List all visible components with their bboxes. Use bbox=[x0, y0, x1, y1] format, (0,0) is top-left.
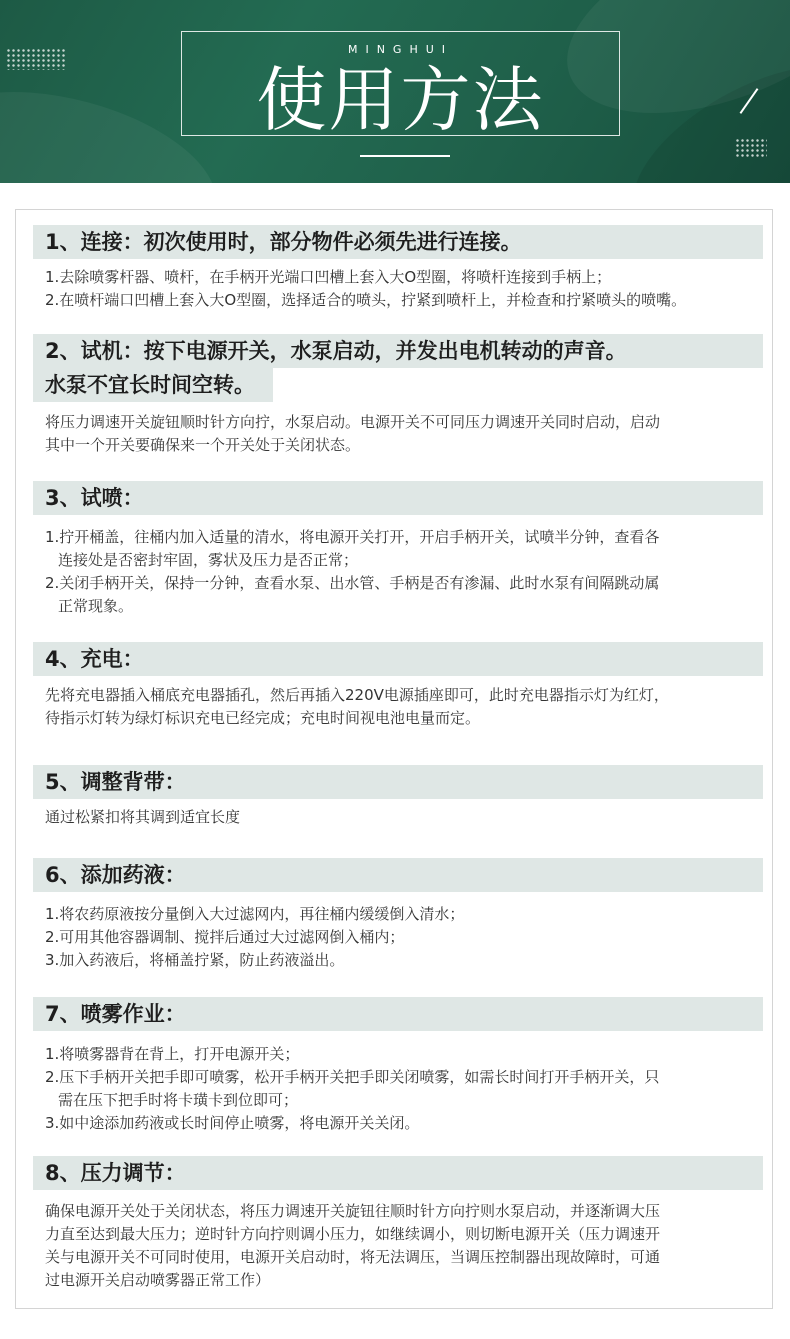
section-body bbox=[45, 1043, 770, 1135]
section-body bbox=[45, 806, 770, 829]
section-heading: 1、连接：初次使用时，部分物件必须先进行连接。 bbox=[33, 225, 763, 259]
body-line: 先将充电器插入桶底充电器插孔，然后再插入220V电源插座即可，此时充电器指示灯为红灯， bbox=[45, 686, 669, 704]
body-line: 2.在喷杆端口凹槽上套入大O型圈，选择适合的喷头，拧紧到喷杆上，并检查和拧紧喷头的喷嘴。 bbox=[45, 291, 687, 309]
body-line: 确保电源开关处于关闭状态，将压力调速开关旋钮往顺时针方向拧则水泵启动，并逐渐调大压 bbox=[45, 1202, 661, 1220]
header-banner bbox=[0, 0, 790, 183]
section-heading: 3、试喷： bbox=[33, 481, 763, 515]
body-line: 通过松紧扣将其调到适宜长度 bbox=[45, 808, 241, 826]
body-line: 待指示灯转为绿灯标识充电已经完成；充电时间视电池电量而定。 bbox=[45, 709, 481, 727]
section-body bbox=[45, 1200, 770, 1292]
body-line: 1.去除喷雾杆器、喷杆，在手柄开光端口凹槽上套入大O型圈，将喷杆连接到手柄上； bbox=[45, 268, 612, 286]
section-body bbox=[45, 411, 770, 457]
body-line: 连接处是否密封牢固，雾状及压力是否正常； bbox=[58, 551, 359, 569]
body-line: 关与电源开关不可同时使用，电源开关启动时，将无法调压，当调压控制器出现故障时，可通 bbox=[45, 1248, 661, 1266]
section-body bbox=[45, 266, 770, 312]
body-line: 正常现象。 bbox=[58, 597, 134, 615]
section-heading: 4、充电： bbox=[33, 642, 763, 676]
section-heading-continued: 水泵不宜长时间空转。 bbox=[33, 368, 273, 402]
section-heading: 7、喷雾作业： bbox=[33, 997, 763, 1031]
body-line: 过电源开关启动喷雾器正常工作） bbox=[45, 1271, 271, 1289]
section-heading: 2、试机：按下电源开关，水泵启动，并发出电机转动的声音。 bbox=[33, 334, 763, 368]
body-line: 3.加入药液后，将桶盖拧紧，防止药液溢出。 bbox=[45, 951, 345, 969]
section-heading: 8、压力调节： bbox=[33, 1156, 763, 1190]
body-line: 1.将农药原液按分量倒入大过滤网内，再往桶内缓缓倒入清水； bbox=[45, 905, 465, 923]
body-line: 需在压下把手时将卡璜卡到位即可； bbox=[58, 1091, 299, 1109]
title-underline bbox=[360, 155, 450, 157]
body-line: 2.压下手柄开关把手即可喷雾，松开手柄开关把手即关闭喷雾，如需长时间打开手柄开关，只 bbox=[45, 1068, 660, 1086]
page-title: 使用方法 bbox=[256, 59, 545, 141]
brand-subtitle: MINGHUI bbox=[347, 43, 454, 56]
body-line: 3.如中途添加药液或长时间停止喷雾，将电源开关关闭。 bbox=[45, 1114, 420, 1132]
body-line: 1.将喷雾器背在背上，打开电源开关； bbox=[45, 1045, 300, 1063]
body-line: 1.拧开桶盖，往桶内加入适量的清水，将电源开关打开，开启手柄开关，试喷半分钟，查看各 bbox=[45, 528, 660, 546]
dot-grid-decoration bbox=[6, 48, 66, 70]
section-heading: 5、调整背带： bbox=[33, 765, 763, 799]
section-body bbox=[45, 526, 770, 618]
dot-grid-decoration bbox=[735, 138, 767, 158]
body-line: 其中一个开关要确保来一个开关处于关闭状态。 bbox=[45, 436, 361, 454]
section-body bbox=[45, 684, 770, 730]
body-line: 2.关闭手柄开关，保持一分钟，查看水泵、出水管、手柄是否有渗漏、此时水泵有间隔跳动属 bbox=[45, 574, 660, 592]
body-line: 2.可用其他容器调制、搅拌后通过大过滤网倒入桶内； bbox=[45, 928, 405, 946]
body-line: 将压力调速开关旋钮顺时针方向拧，水泵启动。电源开关不可同压力调速开关同时启动，启动 bbox=[45, 413, 661, 431]
section-heading: 6、添加药液： bbox=[33, 858, 763, 892]
section-body bbox=[45, 903, 770, 972]
body-line: 力直至达到最大压力；逆时针方向拧则调小压力，如继续调小，则切断电源开关（压力调速开 bbox=[45, 1225, 661, 1243]
